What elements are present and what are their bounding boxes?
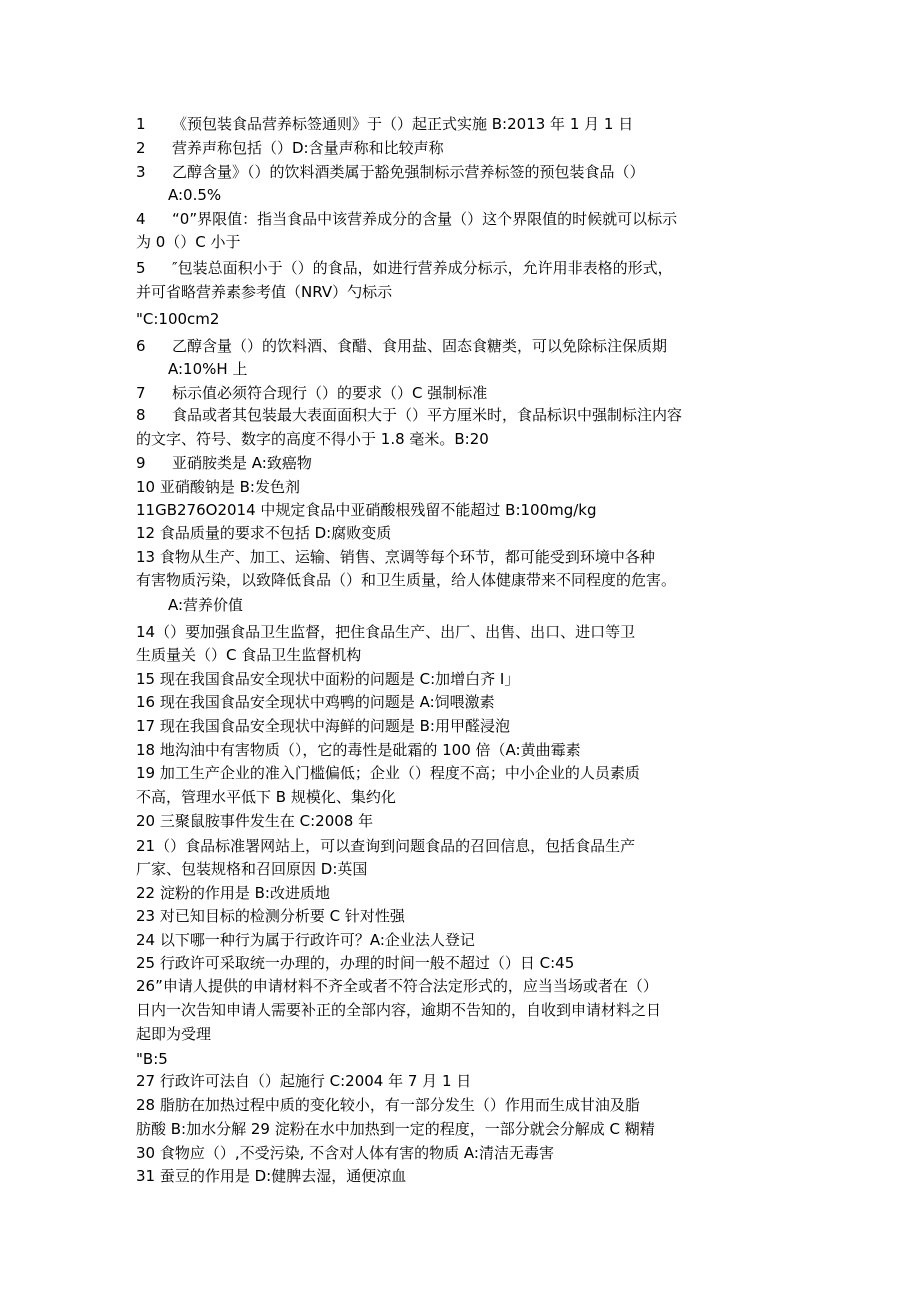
text-line <box>136 1000 661 1020</box>
text-line <box>136 883 330 903</box>
text-line <box>136 976 658 996</box>
text-line <box>136 859 367 879</box>
text-line <box>168 595 243 615</box>
text-line <box>168 185 221 205</box>
text-line <box>136 500 597 520</box>
line-number: 2 <box>136 139 146 157</box>
line-text: 并可省略营养素参考值（NRV）勺标示 <box>136 283 393 301</box>
line-text: 亚硝胺类是 A:致癌物 <box>172 454 312 472</box>
text-line <box>136 405 682 425</box>
line-text: 23 对已知目标的检测分析要 C 针对性强 <box>136 907 405 925</box>
text-line <box>136 309 219 329</box>
line-text: 22 淀粉的作用是 B:改进质地 <box>136 884 330 902</box>
line-text: 《预包装食品营养标签通则》于（）起正式实施 B:2013 年 1 月 1 日 <box>172 115 634 133</box>
line-text: 26”申请人提供的申请材料不齐全或者不符合法定形式的，应当当场或者在（） <box>136 977 658 995</box>
text-line <box>136 716 510 736</box>
line-number: 6 <box>136 337 146 355</box>
text-line <box>136 429 489 449</box>
line-text: 14（）要加强食品卫生监督，把住食品生产、出厂、出售、出口、进口等卫 <box>136 623 636 641</box>
text-line <box>136 1095 640 1115</box>
line-text: 标示值必须符合现行（）的要求（）C 强制标准 <box>172 384 488 402</box>
text-line <box>136 547 655 567</box>
line-text: “0”界限值：指当食品中该营养成分的含量（）这个界限值的时候就可以标示 <box>172 210 678 228</box>
text-line <box>136 477 300 497</box>
line-text: 为 0（）C 小于 <box>136 233 241 251</box>
text-line <box>136 763 640 783</box>
line-text: A:10%H 上 <box>168 360 248 378</box>
line-text: 18 地沟油中有害物质（），它的毒性是砒霜的 100 倍（A:黄曲霉素 <box>136 741 581 759</box>
line-text: 12 食品质量的要求不包括 D:腐败变质 <box>136 524 392 542</box>
text-line <box>136 209 677 229</box>
text-line <box>136 1143 554 1163</box>
text-line <box>136 1049 168 1069</box>
line-text: 17 现在我国食品安全现状中海鲜的问题是 B:用甲醛浸泡 <box>136 717 510 735</box>
line-number: 8 <box>136 406 146 424</box>
line-text: 15 现在我国食品安全现状中面粉的问题是 C:加增白齐 I」 <box>136 670 520 688</box>
line-text: 28 脂肪在加热过程中质的变化较小，有一部分发生（）作用而生成甘油及脂 <box>136 1096 640 1114</box>
text-line <box>136 645 361 665</box>
line-text: 20 三聚鼠胺事件发生在 C:2008 年 <box>136 812 374 830</box>
line-number: 5 <box>136 259 146 277</box>
text-line <box>136 740 581 760</box>
line-number: 4 <box>136 210 146 228</box>
line-text: 乙醇含量》（）的饮料酒类属于豁免强制标示营养标签的预包装食品（） <box>172 163 645 181</box>
line-text: 厂家、包装规格和召回原因 D:英国 <box>136 860 368 878</box>
text-line <box>136 523 391 543</box>
line-number: 3 <box>136 163 146 181</box>
text-line <box>136 114 633 134</box>
text-line <box>136 1166 406 1186</box>
line-text: ″包装总面积小于（）的食品，如进行营养成分标示，允许用非表格的形式， <box>172 259 673 277</box>
line-number: 1 <box>136 115 146 133</box>
line-text: "B:5 <box>136 1050 168 1068</box>
text-line <box>136 570 676 590</box>
text-line <box>136 1071 471 1091</box>
line-text: 的文字、符号、数字的高度不得小于 1.8 毫米。B:20 <box>136 430 489 448</box>
line-text: 有害物质污染，以致降低食品（）和卫生质量，给人体健康带来不同程度的危害。 <box>136 571 677 589</box>
text-line <box>136 622 635 642</box>
line-text: 24 以下哪一种行为属于行政许可？A:企业法人登记 <box>136 931 475 949</box>
line-text: 16 现在我国食品安全现状中鸡鸭的问题是 A:饲喂激素 <box>136 693 495 711</box>
text-line <box>136 162 645 182</box>
text-line <box>136 138 444 158</box>
line-text: 27 行政许可法自（）起施行 C:2004 年 7 月 1 日 <box>136 1072 472 1090</box>
line-number: 7 <box>136 384 146 402</box>
text-line <box>136 669 519 689</box>
line-text: 19 加工生产企业的准入门槛偏低；企业（）程度不高；中小企业的人员素质 <box>136 764 640 782</box>
line-text: 日内一次告知申请人需要补正的全部内容，逾期不告知的，自收到申请材料之日 <box>136 1001 662 1019</box>
line-text: 21（）食品标准署网站上，可以查询到问题食品的召回信息，包括食品生产 <box>136 837 636 855</box>
line-text: 起即为受理 <box>136 1025 212 1043</box>
line-text: 11GB276O2014 中规定食品中亚硝酸根残留不能超过 B:100mg/kg <box>136 501 597 519</box>
text-line <box>136 692 495 712</box>
line-text: 31 蚕豆的作用是 D:健脾去湿，通便凉血 <box>136 1167 407 1185</box>
line-text: 生质量关（）C 食品卫生监督机构 <box>136 646 362 664</box>
line-text: "C:100cm2 <box>136 310 220 328</box>
line-text: 30 食物应（）,不受污染, 不含对人体有害的物质 A:清洁无毒害 <box>136 1144 554 1162</box>
line-text: 25 行政许可采取统一办理的，办理的时间一般不超过（）日 C:45 <box>136 954 575 972</box>
text-line <box>136 282 392 302</box>
text-line <box>136 1119 655 1139</box>
line-text: A:0.5% <box>168 186 222 204</box>
line-text: 乙醇含量（）的饮料酒、食醋、食用盐、固态食糖类，可以免除标注保质期 <box>172 337 668 355</box>
line-text: A:营养价值 <box>168 596 244 614</box>
line-text: 肪酸 B:加水分解 29 淀粉在水中加热到一定的程度，一部分就会分解成 C 糊精 <box>136 1120 655 1138</box>
line-number: 9 <box>136 454 146 472</box>
line-text: 不高，管理水平低下 B 规模化、集约化 <box>136 788 396 806</box>
text-line <box>136 383 487 403</box>
text-line <box>136 906 405 926</box>
line-text: 食品或者其包装最大表面面积大于（）平方厘米时，食品标识中强制标注内容 <box>172 406 683 424</box>
text-line <box>136 336 667 356</box>
text-line <box>136 1024 211 1044</box>
text-line <box>136 258 673 278</box>
text-line <box>136 232 241 252</box>
text-line <box>136 787 396 807</box>
text-line <box>168 359 247 379</box>
text-line <box>136 930 475 950</box>
text-line <box>136 953 574 973</box>
text-line <box>136 836 635 856</box>
line-text: 13 食物从生产、加工、运输、销售、烹调等每个环节，都可能受到环境中各种 <box>136 548 655 566</box>
text-line <box>136 453 312 473</box>
text-line <box>136 811 373 831</box>
line-text: 10 亚硝酸钠是 B:发色剂 <box>136 478 300 496</box>
line-text: 营养声称包括（）D:含量声称和比较声称 <box>172 139 444 157</box>
